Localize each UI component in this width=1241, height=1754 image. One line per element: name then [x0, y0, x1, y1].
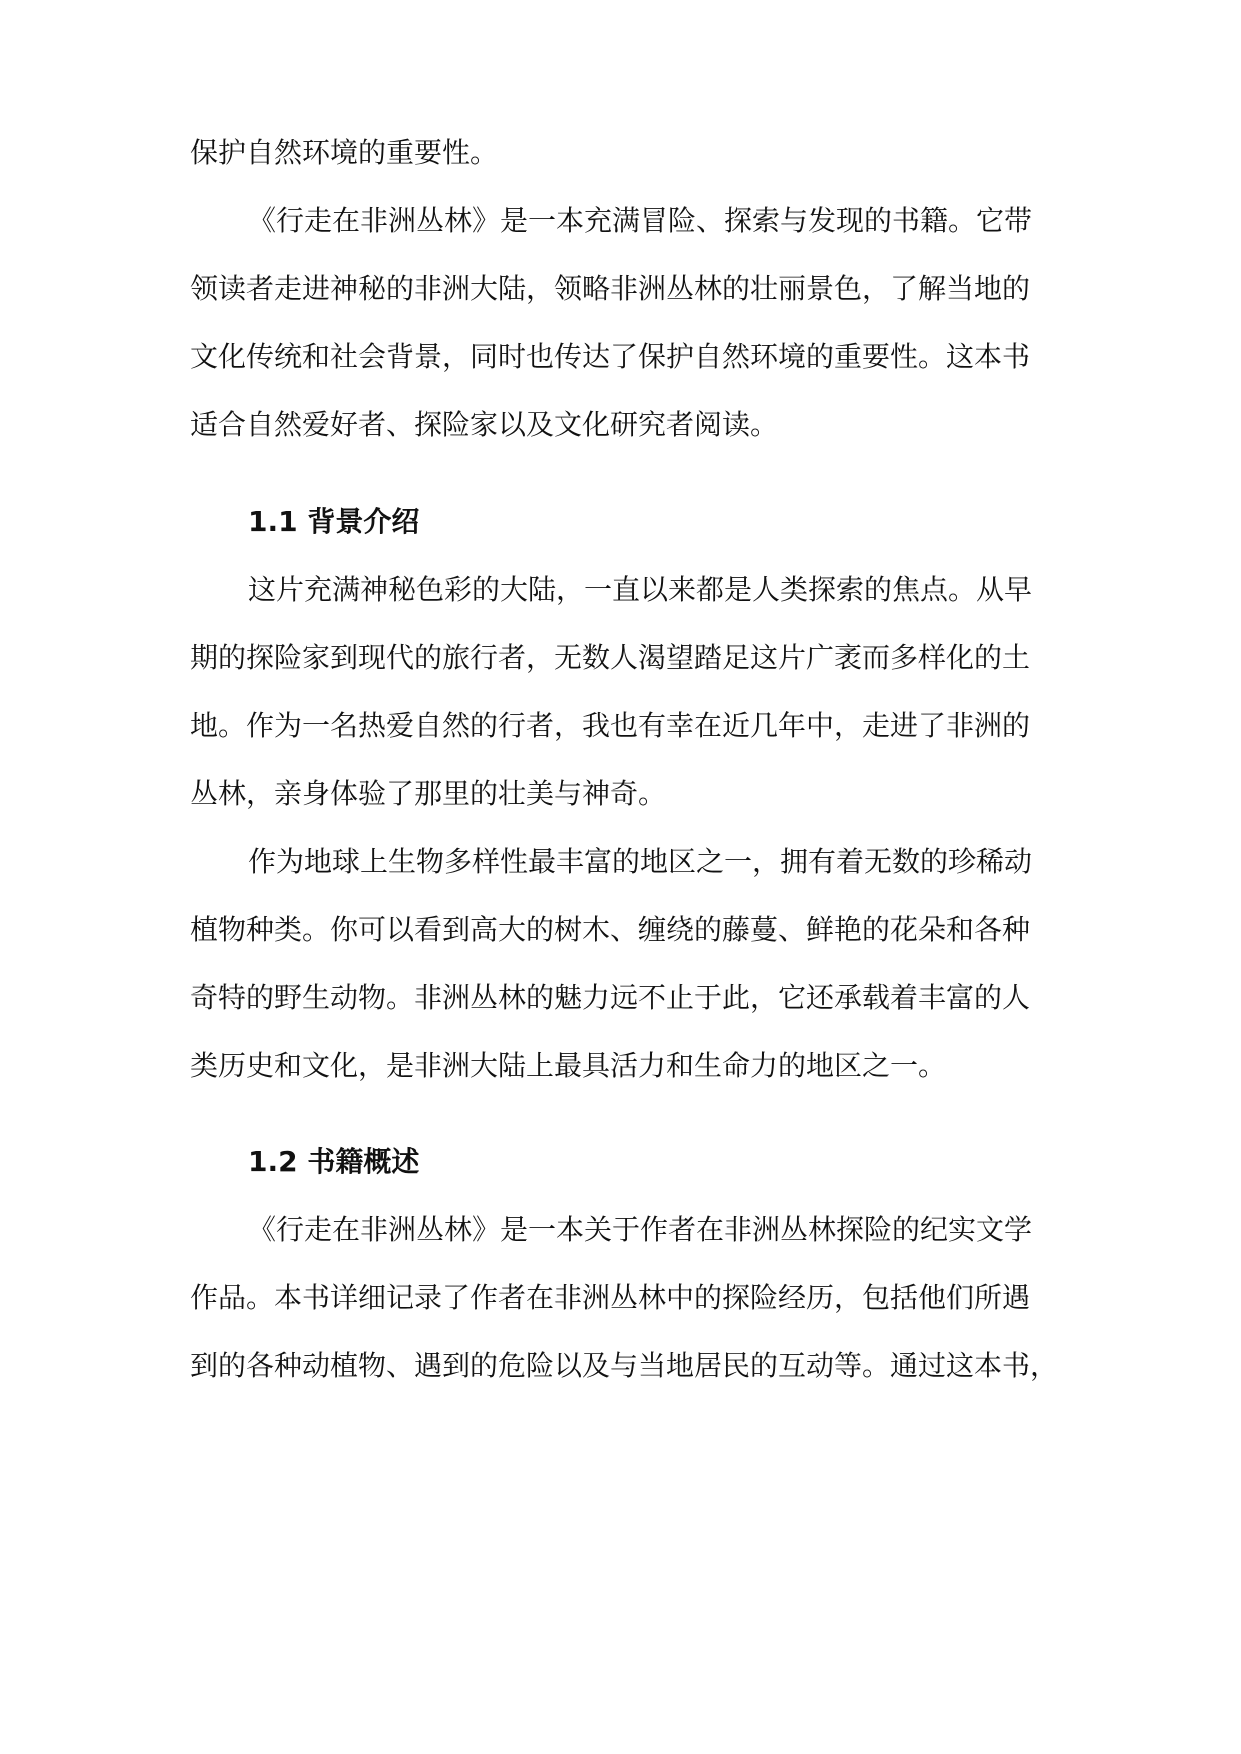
paragraph-line: 《行走在非洲丛林》是一本充满冒险、探索与发现的书籍。它带: [248, 204, 1033, 237]
paragraph-line: 地。作为一名热爱自然的行者，我也有幸在近几年中，走进了非洲的: [190, 709, 1031, 742]
section-heading: 1.1 背景介绍: [248, 505, 420, 538]
paragraph-line: 植物种类。你可以看到高大的树木、缠绕的藤蔓、鲜艳的花朵和各种: [190, 913, 1031, 946]
paragraph-line: 保护自然环境的重要性。: [190, 136, 499, 169]
paragraph-line: 奇特的野生动物。非洲丛林的魅力远不止于此，它还承载着丰富的人: [190, 981, 1031, 1014]
paragraph-line: 《行走在非洲丛林》是一本关于作者在非洲丛林探险的纪实文学: [248, 1213, 1033, 1246]
paragraph-line: 丛林，亲身体验了那里的壮美与神奇。: [190, 777, 667, 810]
paragraph-line: 作为地球上生物多样性最丰富的地区之一，拥有着无数的珍稀动: [248, 845, 1033, 878]
paragraph-line: 到的各种动植物、遇到的危险以及与当地居民的互动等。通过这本书，: [190, 1349, 1059, 1382]
paragraph-line: 作品。本书详细记录了作者在非洲丛林中的探险经历，包括他们所遇: [190, 1281, 1031, 1314]
paragraph-line: 类历史和文化，是非洲大陆上最具活力和生命力的地区之一。: [190, 1049, 947, 1082]
paragraph-line: 这片充满神秘色彩的大陆，一直以来都是人类探索的焦点。从早: [248, 573, 1033, 606]
paragraph-line: 领读者走进神秘的非洲大陆，领略非洲丛林的壮丽景色，了解当地的: [190, 272, 1031, 305]
paragraph-line: 适合自然爱好者、探险家以及文化研究者阅读。: [190, 408, 779, 441]
section-heading: 1.2 书籍概述: [248, 1145, 420, 1178]
paragraph-line: 期的探险家到现代的旅行者，无数人渴望踏足这片广袤而多样化的土: [190, 641, 1031, 674]
paragraph-line: 文化传统和社会背景，同时也传达了保护自然环境的重要性。这本书: [190, 340, 1031, 373]
